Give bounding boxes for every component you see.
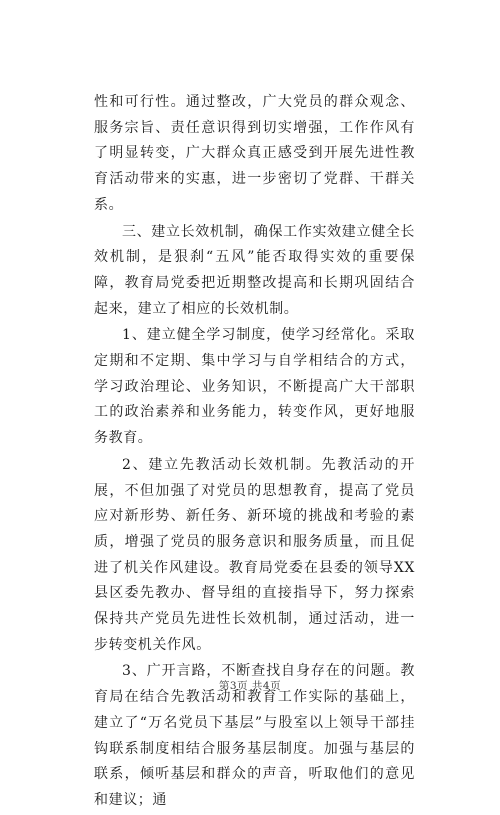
paragraph-item-2: 2、建立先教活动长效机制。先教活动的开展，不但加强了对党员的思想教育，提高了党员应对新形势、新任务、新环境的挑战和考验的素质，增强了党员的服务意识和服务质量，而且促进了机关作风建设。教育局党委在县委的领导XX县区委先教办、督导组的直接指导下，努力探索保持共产党员先进性长效机制，通过活动，进一步转变机关作风。 [94, 456, 415, 653]
paragraph-item-3: 3、广开言路，不断查找自身存在的问题。教育局在结合先教活动和教育工作实际的基础上，建立了“万名党员下基层”与股室以上领导干部挂钩联系制度相结合服务基层制度。加强与基层的联系，倾听基层和群众的声音，听取他们的意见和建议；通 [94, 663, 415, 808]
paragraph-item-1: 1、建立健全学习制度，使学习经常化。采取定期和不定期、集中学习与自学相结合的方式，学习政治理论、业务知识，不断提高广大干部职工的政治素养和业务能力，转变作风，更好地服务教育。 [94, 327, 415, 447]
document-body [94, 90, 415, 815]
paragraph-continuation: 性和可行性。通过整改，广大党员的群众观念、服务宗旨、责任意识得到切实增强，工作作风有了明显转变，广大群众真正感受到开展先进性教育活动带来的实惠，进一步密切了党群、干群关系。 [94, 94, 415, 213]
page-footer: 第3页 共4页 [218, 680, 282, 692]
paragraph-section-three: 三、建立长效机制，确保工作实效建立健全长效机制，是狠刹“五风”能否取得实效的重要保障，教育局党委把近期整改提高和长期巩固结合起来，建立了相应的长效机制。 [94, 223, 415, 317]
